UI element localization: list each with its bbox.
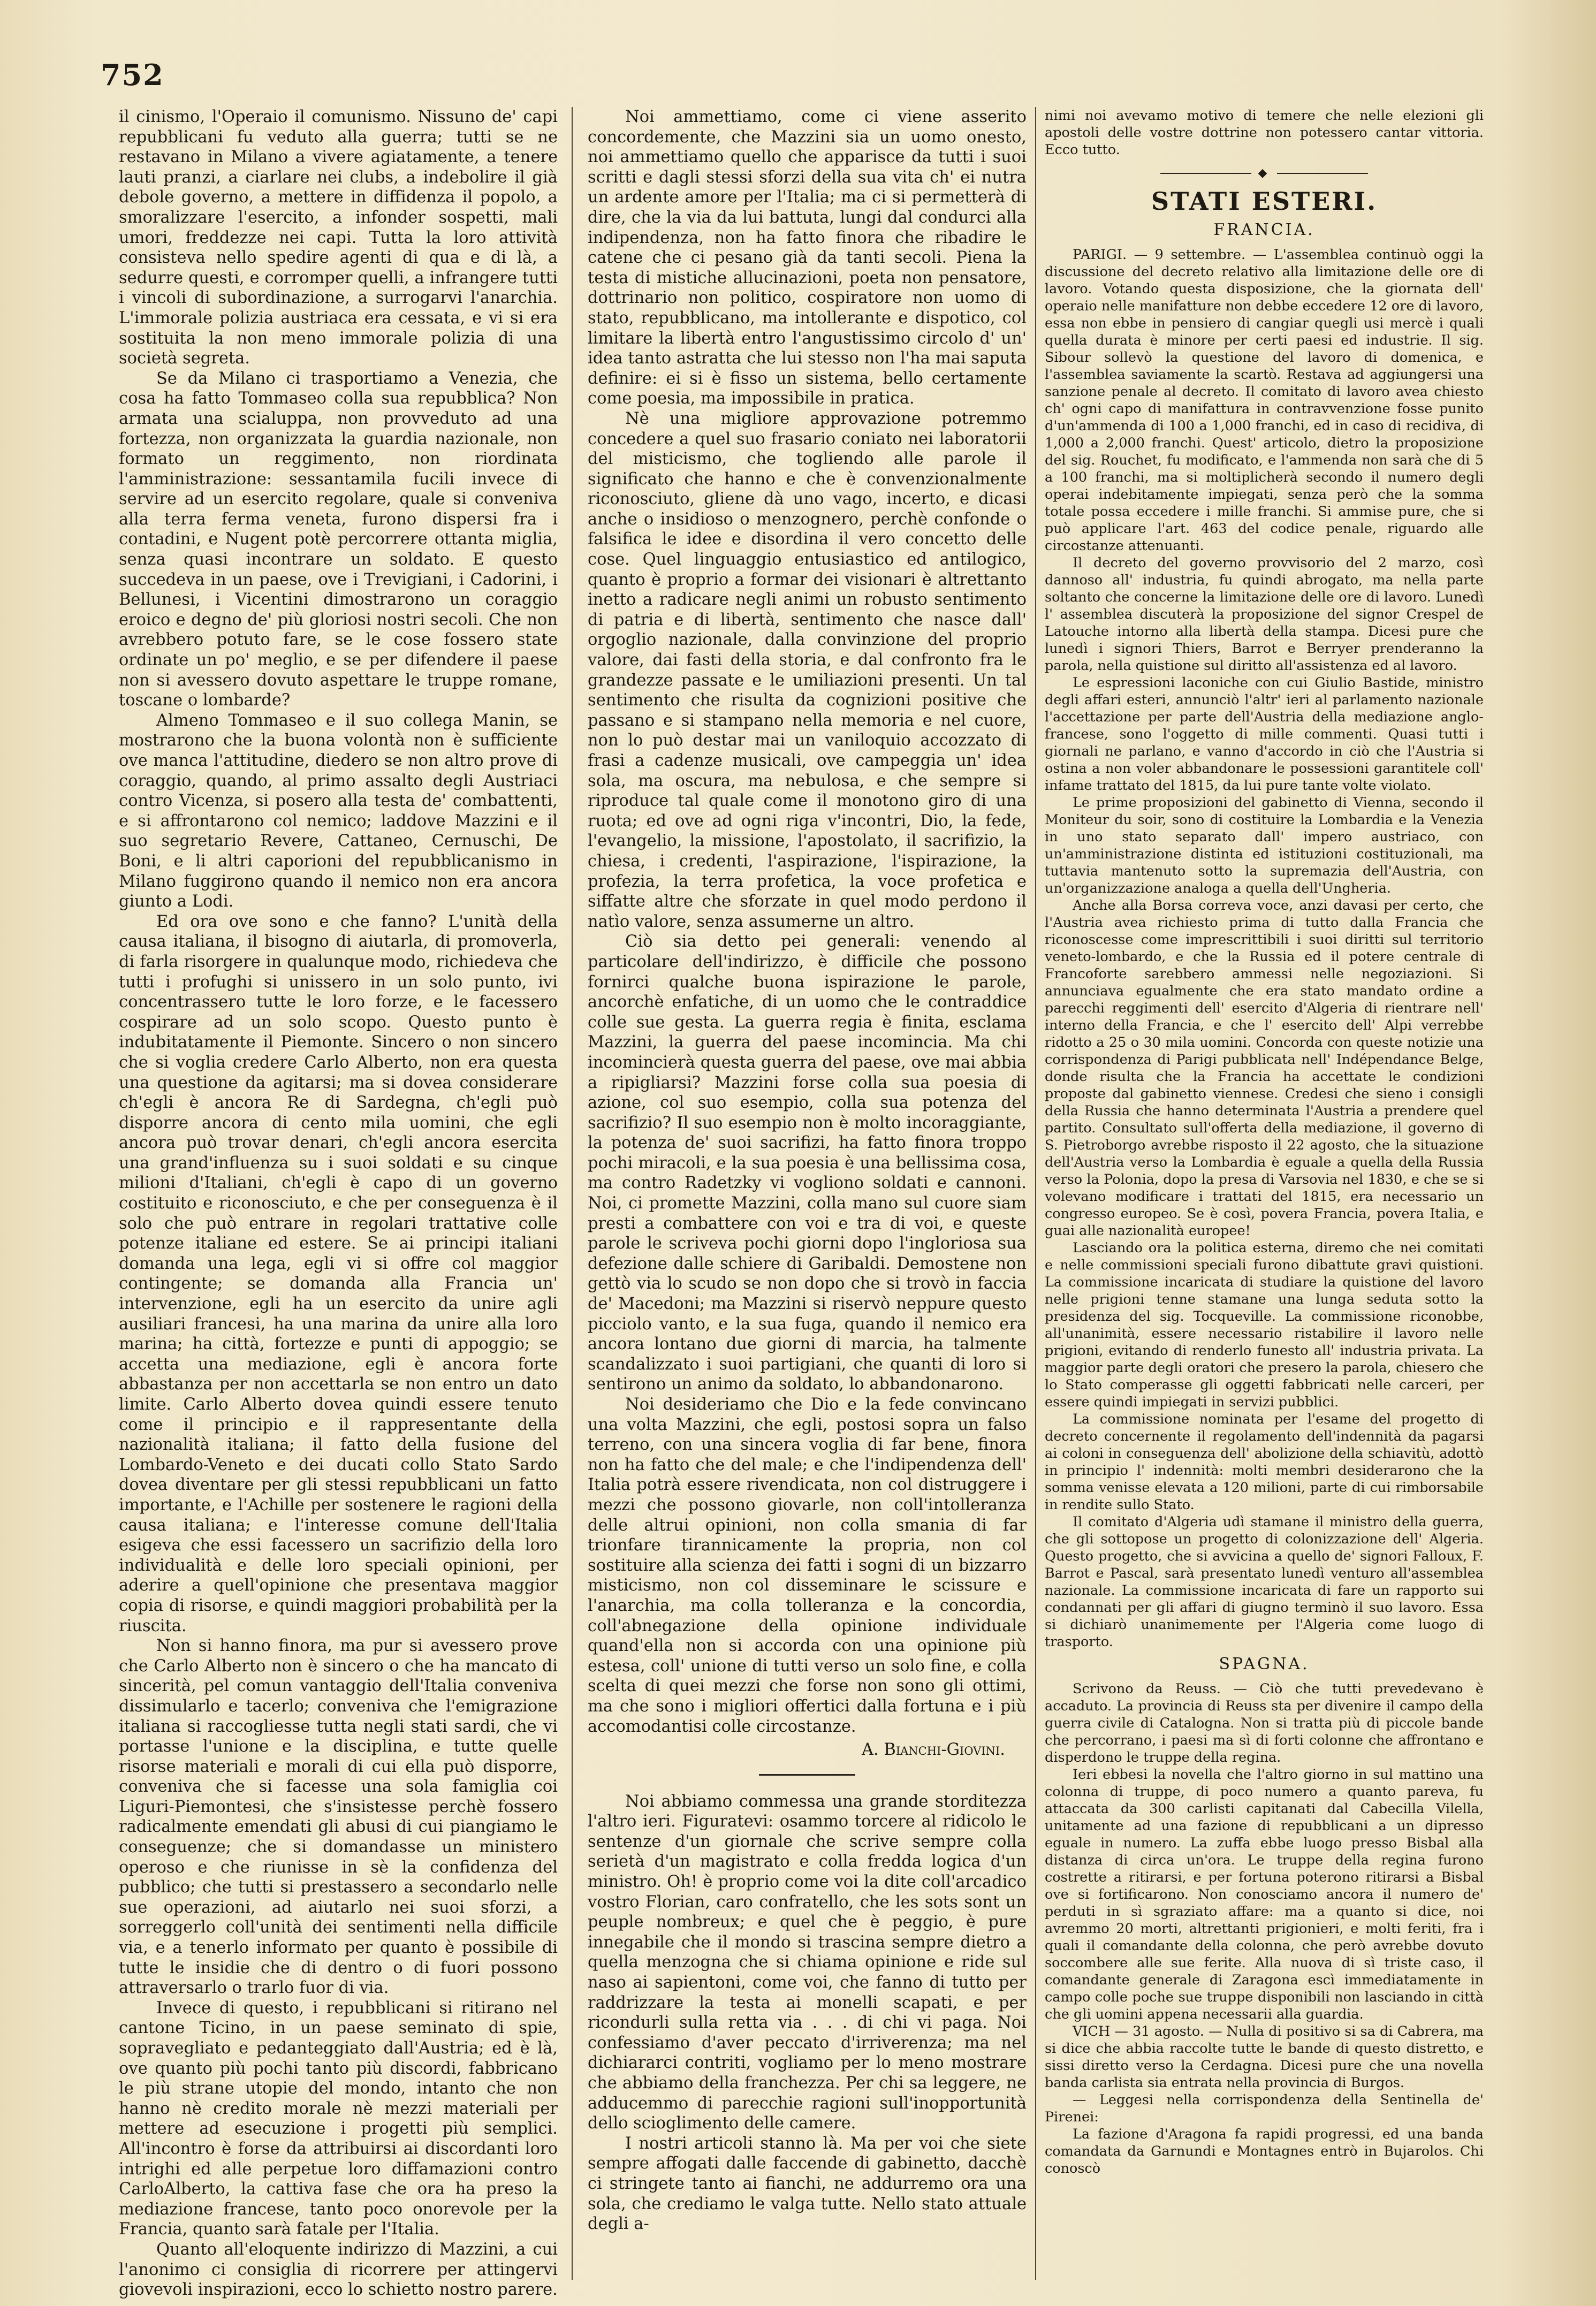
- paragraph: Nè una migliore approvazione potremmo concedere a quel suo frasario coniato nei laboratorii del misticismo, che togliendo alle parole il significato che hanno e che è convenzionalmente riconosciuto, gliene dà uno vago, incerto, e dicasi anche o insidioso o menzognero, perchè confonde o falsifica le idee e disordina il vero concetto delle cose. Quel linguaggio entusiastico ed antilogico, quanto è proprio a formar dei visionari è altrettanto inetto a radicare negli animi un robusto sentimento di patria e di libertà, sentimento che nasce dall' orgoglio nazionale, dalla convinzione del proprio valore, dai fasti della storia, e dal confronto fra le grandezze passate e le umiliazioni presenti. Un tal sentimento che risulta da cognizioni positive che passano e si stampano nella memoria e nel cuore, non lo può destar mai un vaniloquio accozzato di frasi a cadenze musicali, ove campeggia un' idea sola, ma oscura, ma nebulosa, e che sempre si riproduce tal quale come il monotono giro di una ruota; ed ove ad ogni riga v'incontri, Dio, la fede, l'evangelio, la missione, l'apostolato, il sacrifizio, la chiesa, i credenti, l'aspirazione, l'ispirazione, la profezia, la terra profetica, la voce profetica e siffatte altre che sforzate in quel modo perdono il natìo valore, senza assumerne un altro.: [588, 409, 1027, 931]
- page-number: 752: [101, 58, 164, 92]
- paragraph: Le prime proposizioni del gabinetto di Vienna, secondo il Moniteur du soir, sono di costituire la Lombardia e la Venezia in uno stato separato dall' impero austriaco, con un'amministrazione distinta ed istituzioni costituzionali, ma tuttavia mantenuto sotto la supremazia dell'Austria, con un'organizzazione analoga a quella dell'Ungheria.: [1045, 795, 1484, 896]
- paragraph: — Leggesi nella corrispondenza della Sentinella de' Pirenei:: [1045, 2092, 1484, 2125]
- paragraph: Invece di questo, i repubblicani si ritirano nel cantone Ticino, in un paese seminato di spie, sopravegliato e pedanteggiato dall'Austria; ed è là, ove quanto più pochi tanto più discordi, fabbricano le più strane utopie del mondo, intanto che non hanno nè credito morale nè mezzi materiali per mettere ad esecuzione i progetti più semplici. All'incontro è forse da attribuirsi ai discordanti loro intrighi ed alle perpetue loro diffamazioni contro CarloAlberto, la cattiva fase che ora ha preso la mediazione francese, tanto poco onorevole per la Francia, quanto sarà fatale per l'Italia.: [119, 1998, 558, 2239]
- section-title: STATI ESTERI.: [1151, 187, 1378, 216]
- column-2: [588, 107, 1027, 2280]
- paragraph: Ieri ebbesi la novella che l'altro giorno in sul mattino una colonna di truppe, di poco numero a quanto pareva, fu attaccata da 300 carlisti capitanati dal Cabecilla Vilella, unitamente ad una fazione di repubblicani a un dipresso eguale in numero. La zuffa ebbe luogo presso Bisbal alla distanza di circa un'ora. Le truppe della regina furono costrette a ritirarsi, e per fortuna poterono ritirarsi a Bisbal ove si fortificarono. Non conosciamo ancora il numero de' perduti in sì sgraziato affare: ma a quanto si dice, noi avremmo 20 morti, altrettanti prigionieri, e molti feriti, fra i quali il comandante della colonna, che però avrebbe dovuto soccombere alle sue ferite. Alla nuova di sì triste caso, il comandante generale di Zaragona escì immediatamente in campo colle poche sue truppe disponibili non lasciando in città che gli uomini appena necessarii alla guardia.: [1045, 1767, 1484, 2022]
- paragraph: I nostri articoli stanno là. Ma per voi che siete sempre affogati dalle faccende di gabinetto, dacchè ci stringete tanto ai fianchi, ne addurremo ora una sola, che crediamo le valga tutte. Nello stato attuale degli a-: [588, 2134, 1027, 2234]
- paragraph: Lasciando ora la politica esterna, diremo che nei comitati e nelle commissioni speciali furono dibattute gravi quistioni. La commissione incaricata di studiare la quistione del lavoro nelle prigioni tenne stamane una lunga seduta sotto la presidenza del sig. Tocqueville. La commissione riconobbe, all'unanimità, essere necessario ristabilire il lavoro nelle prigioni, evitando di renderlo funesto all' industria privata. La maggior parte degli oratori che presero la parola, chiesero che lo Stato comperasse gli oggetti fabbricati nelle carceri, per essere quindi impiegati in servizi pubblici.: [1045, 1240, 1484, 1410]
- paragraph: La fazione d'Aragona fa rapidi progressi, ed una banda comandata da Garnundi e Montagnes entrò in Bujarolos. Chi conoscò: [1045, 2126, 1484, 2176]
- paragraph: Non si hanno finora, ma pur si avessero prove che Carlo Alberto non è sincero o che ha mancato di sincerità, pel comun vantaggio dell'Italia conveniva dissimularlo e tacerlo; conveniva che l'emigrazione italiana si raccogliesse tutta negli stati sardi, che vi portasse l'unione e la disciplina, e tutte quelle risorse materiali e morali di cui ella può disporre, conveniva che si facesse una sola famiglia coi Liguri-Piemontesi, che s'insistesse perchè fossero radicalmente emendati gli abusi di cui piangiamo le conseguenze; che si domandasse un ministero operoso e che riunisse in sè la confidenza del pubblico; che tutti si prestassero a secondarlo nelle sue operazioni, ad aiutarlo nei suoi sforzi, a sorreggerlo coll'unità dei sentimenti nella difficile via, e a tenerlo informato per quanto è possibile di tutte le insidie che di dentro o di fuori possono attraversarlo o trarlo fuor di via.: [119, 1637, 558, 1998]
- paragraph: VICH — 31 agosto. — Nulla di positivo si sa di Cabrera, ma si dice che abbia raccolte tutte le bande di questo distretto, e sissi diretto verso la Cerdagna. Dicesi pure che una novella banda carlista sia entrata nella provincia di Burgos.: [1045, 2023, 1484, 2091]
- paragraph: PARIGI. — 9 settembre. — L'assemblea continuò oggi la discussione del decreto relativo alla limitazione delle ore di lavoro. Votando questa disposizione, che la giornata dell' operaio nelle manifatture non debbe eccedere 12 ore di lavoro, essa non ebbe in pensiero di cangiar quegli usi mercè i quali quella durata è minore per certi paesi ed industrie. Il sig. Sibour sollevò la questione del lavoro di domenica, e l'assemblea saviamente la scartò. Restava ad aggiungersi una sanzione penale al decreto. Il comitato di lavoro avea chiesto ch' ogni capo di manifattura in contravvenzione fosse punito d'un'ammenda di 100 a 1,000 franchi, ed in caso di recidiva, di 1,000 a 2,000 franchi. Quest' articolo, dietro la proposizione del sig. Rouchet, fu modificato, e l'ammenda non sarà che di 5 a 100 franchi, ma si moltiplicherà secondo il numero degli operai indebitamente impiegati, senza però che la somma totale possa eccedere i mille franchi. Si ammise pure, che si può applicare l'art. 463 del codice penale, riguardo alle circostanze attenuanti.: [1045, 247, 1484, 554]
- paragraph: Anche alla Borsa correva voce, anzi davasi per certo, che l'Austria avea richiesto prima di tutto dalla Francia che riconoscesse come imprescrittibili i suoi diritti sul territorio veneto-lombardo, e che la Russia ed il potere centrale di Francoforte sarebbero ammessi nelle negoziazioni. Si annunciava egualmente che era stato mandato ordine a parecchi reggimenti dell' esercito d'Algeria di rientrare nell' interno della Francia, e che l' esercito dell' Alpi verrebbe ridotto a 25 o 30 mila uomini. Concorda con queste notizie una corrispondenza di Parigi pubblicata nell' Indépendance Belge, donde risulta che la Francia ha accettate le condizioni proposte dal gabinetto viennese. Credesi che sieno i consigli della Russia che hanno determinata l'Austria a prendere quel partito. Consultato sull'offerta della mediazione, il governo di S. Pietroborgo avrebbe risposto il 22 agosto, che la situazione dell'Austria verso la Lombardia è eguale a quella della Russia verso la Polonia, dopo la presa di Varsovia nel 1830, e che se si volevano modificare i trattati del 1815, era necessario un congresso europeo. Se è così, povera Francia, povera Italia, e guai alle nazionalità europee!: [1045, 897, 1484, 1239]
- paragraph: Scrivono da Reuss. — Ciò che tutti prevedevano è accaduto. La provincia di Reuss sta per divenire il campo della guerra civile di Catalogna. Non si tratta più di piccole bande che percorrano, i paesi ma sì di forti colonne che affrontano e disperdono le truppe della regina.: [1045, 1681, 1484, 1765]
- paragraph: Quanto all'eloquente indirizzo di Mazzini, a cui l'anonimo ci consiglia di ricorrere per attingervi giovevoli inspirazioni, ecco lo schietto nostro parere.: [119, 2240, 558, 2300]
- column-3: [1045, 107, 1484, 2280]
- paragraph: Il decreto del governo provvisorio del 2 marzo, così dannoso all' industria, fu quindi abrogato, ma nella parte soltanto che concerne la limitazione delle ore di lavoro. Lunedì l' assemblea discuterà la proposizione del signor Crespel de Latouche intorno alla libertà della stampa. Dicesi pure che lunedì i signori Thiers, Barrot e Berryer prenderanno la parola, nella quistione sul diritto all'assistenza ed al lavoro.: [1045, 555, 1484, 674]
- subsection-title-spain: SPAGNA.: [1219, 1655, 1310, 1673]
- paragraph: Noi abbiamo commessa una grande storditezza l'altro ieri. Figuratevi: osammo torcere al ridicolo le sentenze d'un giornale che scrive sempre colla serietà d'un magistrato e colla fredda logica d'un ministro. Oh! è proprio come voi la dite coll'arcadico vostro Florian, caro confratello, che les sots sont un peuple nombreux; e quel che è peggio, è pure innegabile che il mondo si trascina sempre dietro a quella menzogna che si chiama opinione e ride sul naso ai sapientoni, come voi, che fanno di tutto per raddrizzare la testa ai monelli scapati, e per ricondurli sulla retta via . . . di chi vi paga. Noi confessiamo d'aver peccato d'irriverenza; ma nel dichiararci contriti, vogliamo per lo meno mostrare che abbiamo della franchezza. Per chi sa leggere, ne adducemmo di parecchie ragioni sull'inopportunità dello scioglimento delle camere.: [588, 1792, 1027, 2133]
- column-1: [119, 107, 558, 2300]
- article-signature: A. Bianchi-Giovini.: [862, 1740, 1005, 1760]
- column-rule: [1035, 107, 1036, 2280]
- article-separator: [759, 1774, 855, 1776]
- paragraph: Il comitato d'Algeria udì stamane il ministro della guerra, che gli sottopose un progetto di colonizzazione dell' Algeria. Questo progetto, che si avvicina a quello de' signori Falloux, F. Barrot e Pascal, sarà presentato lunedì venturo all'assemblea nazionale. La commissione incaricata di fare un rapporto sui condannati per gli affari di giugno terminò il suo lavoro. Essa si dichiarò unanimemente per l'Algeria come luogo di trasporto.: [1045, 1514, 1484, 1650]
- paragraph: Almeno Tommaseo e il suo collega Manin, se mostrarono che la buona volontà non è sufficiente ove manca l'attitudine, diedero se non altro prove di coraggio, quando, al primo assalto degli Austriaci contro Vicenza, si posero alla testa de' combattenti, e si affrontarono col nemico; laddove Mazzini e il suo segretario Revere, Cattaneo, Cernuschi, De Boni, e li altri caporioni del repubblicanismo in Milano fuggirono quando il nemico non era ancora giunto a Lodi.: [119, 711, 558, 911]
- subsection-title-france: FRANCIA.: [1213, 220, 1315, 239]
- column-rule: [572, 107, 573, 2280]
- section-ornament: ◆: [1045, 165, 1484, 182]
- paragraph: nimi noi avevamo motivo di temere che nelle elezioni gli apostoli delle vostre dottrine non potessero cantar vittoria. Ecco tutto.: [1045, 108, 1484, 158]
- paragraph: Le espressioni laconiche con cui Giulio Bastide, ministro degli affari esteri, annunciò l'altr' ieri al parlamento nazionale l'accettazione per parte dell'Austria della mediazione anglo-francese, sono l'oggetto di mille commenti. Quasi tutti i giornali ne parlano, e vanno d'accordo in ciò che l'Austria si ostina a non voler abbandonare le possessioni garantitele coll' infame trattato del 1815, da lui pure tante volte violato.: [1045, 675, 1484, 794]
- paragraph: Ciò sia detto pei generali: venendo al particolare dell'indirizzo, è difficile che possono fornirci qualche buona ispirazione le parole, ancorchè enfatiche, di un uomo che le contraddice colle sue gesta. La guerra regia è finita, esclama Mazzini, la guerra del paese incomincia. Ma chi incomincierà questa guerra del paese, ove mai abbia a ripigliarsi? Mazzini forse colla sua poesia di azione, col suo esempio, colla sua potenza del sacrifizio? Il suo esempio non è molto incoraggiante, la potenza de' suoi sacrifizi, ha fatto finora troppo pochi miracoli, e la sua poesia è una bellissima cosa, ma contro Radetzky vi vogliono soldati e cannoni. Noi, ci promette Mazzini, colla mano sul cuore siam presti a combattere con voi e tra di voi, e queste parole le scriveva pochi giorni dopo l'ingloriosa sua defezione dalle schiere di Garibaldi. Demostene non gettò via lo scudo se non dopo che si trovò in faccia de' Macedoni; ma Mazzini si riservò neppure questo picciolo vanto, e la sua fuga, quando il nemico era ancora lontano due giorni di marcia, ha talmente scandalizzato i suoi partigiani, che quanti di loro si sentirono un animo da soldato, lo abbandonarono.: [588, 932, 1027, 1394]
- paragraph: il cinismo, l'Operaio il comunismo. Nissuno de' capi repubblicani fu veduto alla guerra; tutti se ne restavano in Milano a vivere agiatamente, a tenere lauti pranzi, a ciarlare nei clubs, a indebolire il già debole governo, a mettere in diffidenza il popolo, a smoralizzare l'esercito, a infonder sospetti, mali umori, freddezze nei capi. Tutta la loro attività consisteva nello spedire agenti di qua e di là, a sedurre questi, e corromper quelli, a infrangere tutti i vincoli di subordinazione, a surrogarvi l'anarchia. L'immorale polizia austriaca era cessata, e vi si era sostituita la non meno immorale polizia di una società segreta.: [119, 108, 558, 368]
- paragraph: Noi ammettiamo, come ci viene asserito concordemente, che Mazzini sia un uomo onesto, noi ammettiamo quello che apparisce da tutti i suoi scritti e dagli stessi sforzi della sua vita ch' ei nutra un ardente amore per l'Italia; ma ci si permetterà di dire, che la via da lui battuta, lungi dal condurci alla indipendenza, non ha fatto finora che ribadire le catene che ci pesano già da tanti secoli. Piena la testa di mistiche allucinazioni, poeta non pensatore, dottrinario non politico, cospiratore non uomo di stato, repubblicano, ma intollerante e dispotico, col limitare la libertà entro l'angustissimo circolo d' un' idea tanto astratta che lui stesso non l'ha mai saputa definire: ei si è fisso un sistema, bello certamente come poesia, ma impossibile in pratica.: [588, 108, 1027, 408]
- paragraph: Se da Milano ci trasportiamo a Venezia, che cosa ha fatto Tommaseo colla sua repubblica? Non armata una scialuppa, non provveduto ad una fortezza, non organizzata la guardia nazionale, non formato un reggimento, non riordinata l'amministrazione: sessantamila fucili invece di servire ad un esercito regolare, quale si conveniva alla terra ferma veneta, furono dispersi fra i contadini, e Nugent potè percorrere ottanta miglia, senza quasi incontrare un soldato. E questo succedeva in un paese, ove i Trevigiani, i Cadorini, i Bellunesi, i Vicentini dimostrarono un coraggio eroico e degno de' più gloriosi nostri secoli. Che non avrebbero potuto fare, se le cose fossero state ordinate un po' meglio, e se per difendere il paese non si avessero dovuto aspettare le truppe romane, toscane o lombarde?: [119, 369, 558, 710]
- paragraph: La commissione nominata per l'esame del progetto di decreto concernente il regolamento dell'indennità da pagarsi ai coloni in conseguenza dell' abolizione della schiavitù, adottò in principio l' indennità: molti membri desiderarono che la somma venisse elevata a 120 milioni, parte di cui rimborsabile in rendite sullo Stato.: [1045, 1411, 1484, 1513]
- paragraph: Ed ora ove sono e che fanno? L'unità della causa italiana, il bisogno di aiutarla, di promoverla, di farla risorgere in qualunque modo, richiedeva che tutti i profughi si unissero in un solo punto, ivi concentrassero tutte le loro forze, e le facessero cospirare ad un solo scopo. Questo punto è indubitatamente il Piemonte. Sincero o non sincero che si voglia credere Carlo Alberto, non era questa una questione da agitarsi; ma si dovea considerare ch'egli è ancora Re di Sardegna, ch'egli può disporre ancora di cento mila uomini, che egli ancora può trovar denari, ch'egli ancora esercita una grand'influenza su i suoi soldati e su cinque milioni d'Italiani, ch'egli è capo di un governo costituito e riconosciuto, e che per conseguenza è il solo che può entrare in regolari trattative colle potenze italiane ed estere. Se ai principi italiani domanda una lega, egli vi si offre col maggior contingente; se domanda alla Francia un' intervenzione, egli ha un esercito da unire agli ausiliari francesi, ha una marina da unire alla loro marina; ha città, fortezze e punti di appoggio; se accetta una mediazione, egli è ancora forte abbastanza per non accettarla se non entro un dato limite. Carlo Alberto dovea quindi essere tenuto come il principio e il rappresentante della nazionalità italiana; il fatto della fusione del Lombardo-Veneto e dei ducati collo Stato Sardo dovea diventare per gli stessi repubblicani un fatto importante, e l'Achille per sostenere le ragioni della causa italiana; e l'interesse comune dell'Italia esigeva che essi facessero un sacrifizio della loro individualità e delle loro speciali opinioni, per aderire a quell'opinione che presentava maggior copia di risorse, e quindi maggiori probabilità per la riuscita.: [119, 912, 558, 1635]
- paragraph: Noi desideriamo che Dio e la fede convincano una volta Mazzini, che egli, postosi sopra un falso terreno, con una sincera voglia di far bene, finora non ha fatto che del male; e che l'indipendenza dell' Italia potrà essere rivendicata, non col distruggere i mezzi che possono giovarle, non coll'intolleranza delle altrui opinioni, non colla smania di far trionfare tirannicamente la propria, non col sostituire alla scienza dei fatti i sogni di un bizzarro misticismo, non col disseminare le scissure e l'anarchia, ma colla tolleranza e la concordia, coll'abnegazione della opinione individuale quand'ella non si accorda con una opinione più estesa, coll' unione di tutti verso un solo fine, e colla scelta di quei mezzi che forse non sono gli ottimi, ma che sono i migliori offertici dalla fortuna e i più accomodantisi colle circostanze.: [588, 1395, 1027, 1736]
